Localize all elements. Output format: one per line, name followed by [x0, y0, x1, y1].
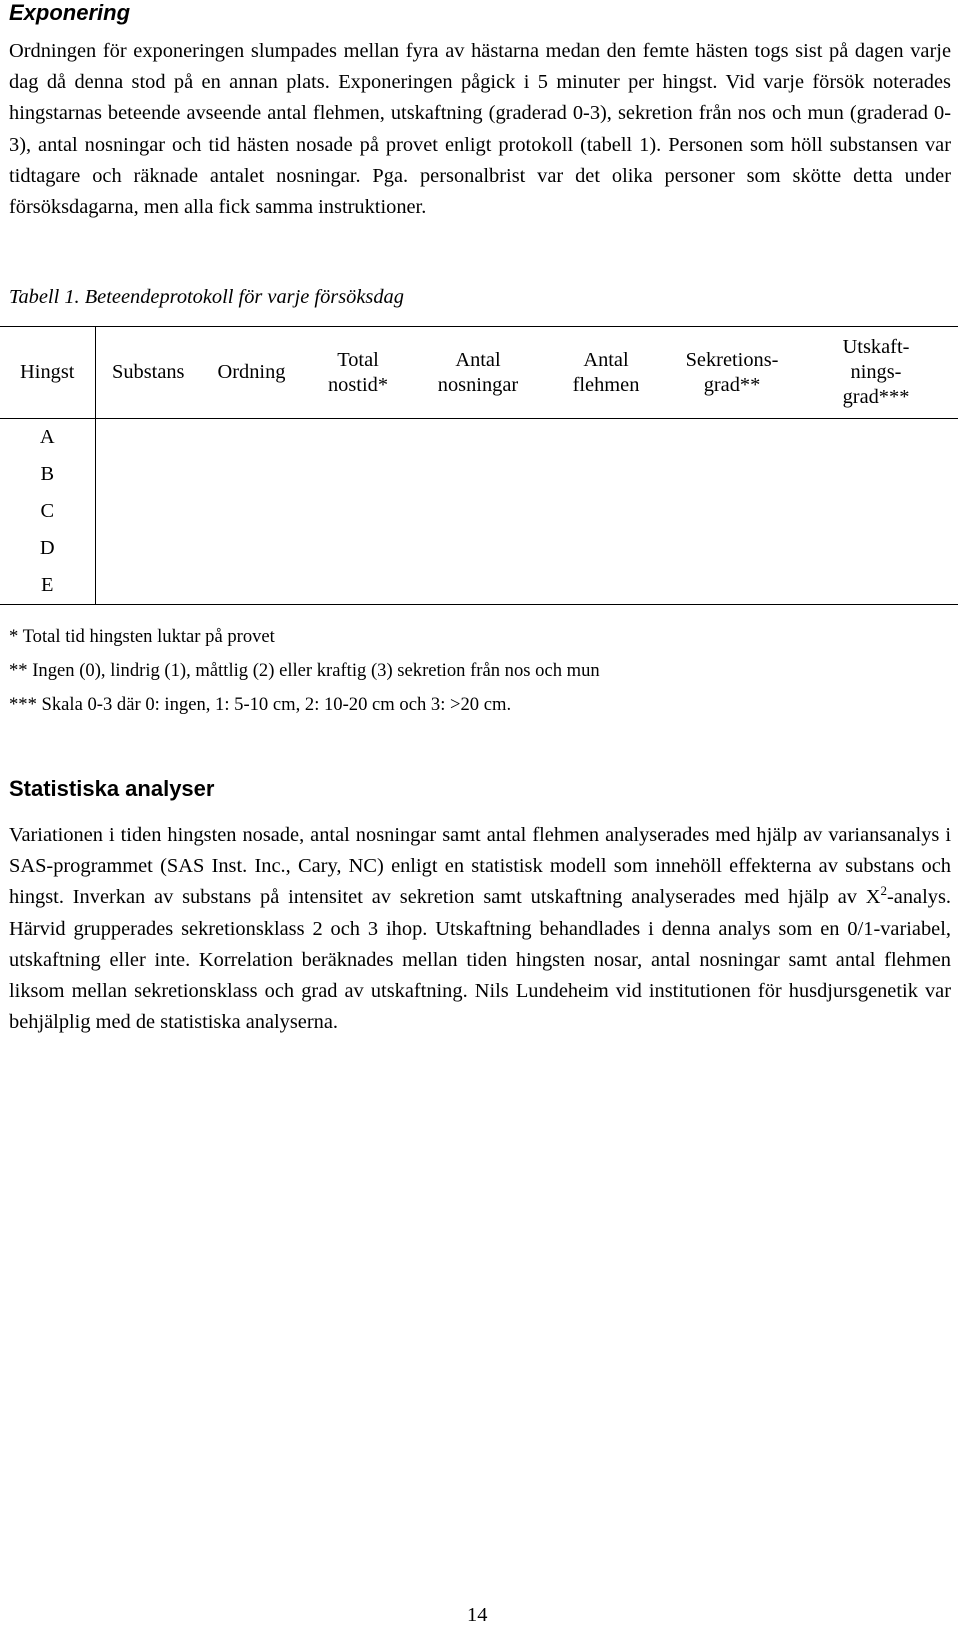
table-caption: Tabell 1. Beteendeprotokoll för varje försöksdag [9, 286, 404, 308]
behavior-protocol-table [0, 326, 958, 605]
row-label: D [0, 530, 95, 567]
footnote-sekretionsgrad: ** Ingen (0), lindrig (1), måttlig (2) eller kraftig (3) sekretion från nos och mun [9, 660, 600, 681]
section-heading-statistiska-analyser: Statistiska analyser [9, 776, 215, 801]
statistik-paragraph: Variationen i tiden hingsten nosade, antal nosningar samt antal flehmen analyserades med hjälp av variansanalys i SAS-programmet (SAS Inst. Inc., Cary, NC) enligt en statistisk modell som innehöll effekterna av substans och hingst. Inverkan av substans på intensitet av sekretion samt utskaftning analyserades med hjälp av $X^2$-analys. Härvid grupperades sekretionsklass 2 och 3 ihop. Utskaftning behandlades i denna analys som en 0/1-variabel, utskaftning eller inte. Korrelation beräknades mellan tiden hingsten nosar, antal nosningar samt antal flehmen liksom mellan sekretionsklass och grad av utskaftning. Nils Lundeheim vid institutionen för husdjursgenetik var behjälplig med de statistiska analyserna. [9, 824, 951, 1034]
table-header-row [0, 327, 958, 419]
row-label: E [0, 567, 95, 605]
row-label: C [0, 493, 95, 530]
row-label: A [0, 419, 95, 457]
table-row [0, 530, 958, 567]
table-row [0, 493, 958, 530]
table-row [0, 567, 958, 605]
header-substans: Substans [111, 361, 185, 383]
exponering-paragraph: Ordningen för exponeringen slumpades mellan fyra av hästarna medan den femte hästen togs sist på dagen varje dag då denna stod på en annan plats. Exponeringen pågick i 5 minuter per hingst. Vid varje försök noterades hingstarnas beteende avseende antal flehmen, utskaftning (graderad 0-3), sekretion från nos och mun (graderad 0-3), antal nosningar och tid hästen nosade på provet enligt protokoll (tabell 1). Personen som höll substansen var tidtagare och räknade antalet nosningar. Pga. personalbrist var det olika personer som skötte detta under försöksdagarna, men alla fick samma instruktioner. [9, 40, 951, 219]
header-total-nostid: Total nostid* [327, 348, 389, 396]
table-row [0, 419, 958, 457]
table-row [0, 456, 958, 493]
footnote-utskaftningsgrad: *** Skala 0-3 där 0: ingen, 1: 5-10 cm, 2: 10-20 cm och 3: >20 cm. [9, 694, 512, 715]
section-heading-exponering: Exponering [9, 0, 131, 25]
header-antal-nosningar: Antal nosningar [437, 348, 519, 396]
header-sekretionsgrad: Sekretions- grad** [685, 348, 779, 396]
header-ordning: Ordning [217, 361, 286, 383]
row-label: B [0, 456, 95, 493]
page-number: 14 [467, 1604, 488, 1626]
header-utskaftningsgrad: Utskaft- nings- grad*** [842, 336, 910, 408]
footnote-total-nostid: * Total tid hingsten luktar på provet [9, 626, 275, 647]
header-antal-flehmen: Antal flehmen [572, 348, 640, 396]
header-hingst: Hingst [0, 327, 95, 419]
